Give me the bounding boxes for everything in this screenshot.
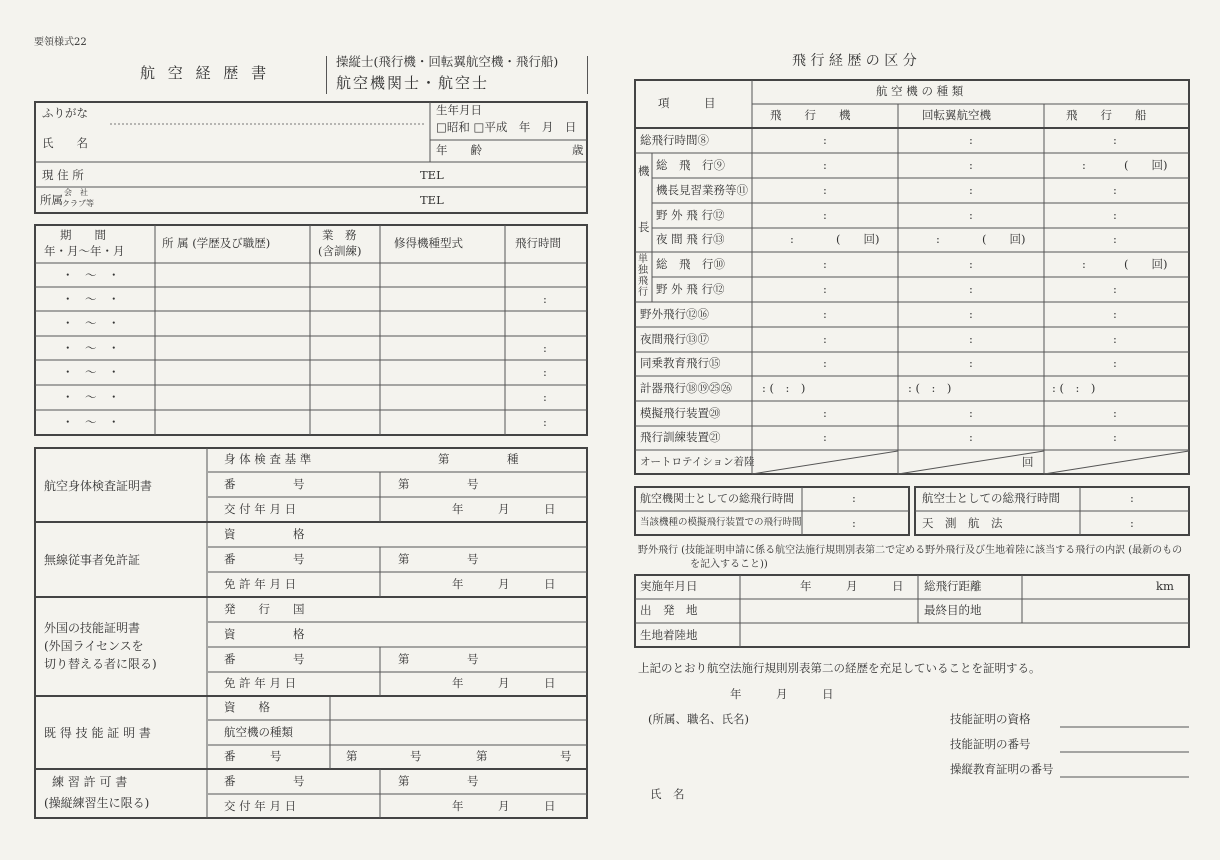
medical-val-1: 第 種 bbox=[438, 452, 519, 466]
xc-km-unit: km bbox=[1156, 579, 1174, 593]
row-solo-xc: 野 外 飛 行⑫ bbox=[656, 282, 725, 296]
existing-num-3: 第 bbox=[476, 749, 488, 763]
cell-colon: : bbox=[790, 232, 794, 246]
age-label: 年 齢 bbox=[436, 143, 482, 157]
cell-colon: : bbox=[1082, 257, 1086, 271]
cell-colon: : bbox=[1113, 282, 1117, 296]
col-plane: 飛 行 機 bbox=[770, 108, 851, 122]
col-affil: 所 属 (学歴及び職歴) bbox=[162, 236, 271, 250]
col-duty-sub: (含訓練) bbox=[318, 244, 362, 258]
practice-val-2: 年 月 日 bbox=[452, 799, 556, 813]
name-label: 氏 名 bbox=[42, 136, 88, 150]
foreign-row-1: 発 行 国 bbox=[224, 602, 305, 616]
row-pic-night: 夜 間 飛 行⑬ bbox=[656, 232, 725, 246]
cell-colon: : bbox=[1113, 406, 1117, 420]
row-xc: 野外飛行⑫⑯ bbox=[640, 307, 709, 321]
history-row: ・ ～ ・ bbox=[62, 316, 120, 330]
group-solo: 単独飛行 bbox=[638, 254, 648, 298]
existing-cert-label: 既 得 技 能 証 明 書 bbox=[44, 726, 151, 740]
time-colon: : bbox=[543, 365, 547, 379]
cell-colon: : bbox=[1113, 133, 1117, 147]
row-pic-xc: 野 外 飛 行⑫ bbox=[656, 208, 725, 222]
affiliation-label: 所属 bbox=[40, 193, 63, 207]
form-number: 要領様式22 bbox=[34, 37, 87, 48]
medical-row-1: 身 体 検 査 基 準 bbox=[224, 452, 312, 466]
existing-row-2: 航空機の種類 bbox=[224, 725, 293, 739]
foreign-val-3: 第 号 bbox=[398, 652, 479, 666]
cell-colon: : bbox=[823, 332, 827, 346]
cell-colon: : bbox=[1113, 232, 1117, 246]
group-pic-1: 機 bbox=[638, 164, 650, 178]
cell-colon: : bbox=[823, 183, 827, 197]
col-ship: 飛 行 船 bbox=[1066, 108, 1147, 122]
cell-kai: ( 回) bbox=[1124, 257, 1168, 271]
xc-note-line2: を記入すること)) bbox=[690, 559, 768, 570]
row-sim: 模擬飛行装置⑳ bbox=[640, 406, 721, 420]
cell-colon: : bbox=[969, 133, 973, 147]
cell-colon: : bbox=[969, 183, 973, 197]
history-row: ・ ～ ・ bbox=[62, 268, 120, 282]
left-title: 航 空 経 歴 書 bbox=[140, 64, 271, 82]
cert-date: 年 月 日 bbox=[730, 687, 834, 701]
cell-colon: : bbox=[823, 406, 827, 420]
row-autorotation: オートロテイション着陸 bbox=[640, 456, 755, 468]
row-night: 夜間飛行⑬⑰ bbox=[640, 332, 709, 346]
cell-colon: : bbox=[936, 232, 940, 246]
time-colon: : bbox=[543, 415, 547, 429]
medical-row-2: 番 号 bbox=[224, 477, 305, 491]
cert-org-label: (所属、職名、氏名) bbox=[648, 712, 749, 726]
eng-sim-label: 当該機種の模擬飛行装置での飛行時間 bbox=[640, 517, 802, 528]
xc-date-label: 実施年月日 bbox=[640, 579, 698, 593]
medical-val-2: 第 号 bbox=[398, 477, 479, 491]
cell-colon: : bbox=[1082, 158, 1086, 172]
right-title: 飛 行 経 歴 の 区 分 bbox=[792, 53, 917, 69]
nav-celestial-label: 天 測 航 法 bbox=[922, 516, 1003, 530]
affiliation-sub1: 会 社 bbox=[64, 188, 88, 197]
radio-row-2: 番 号 bbox=[224, 552, 305, 566]
cell-colon: : bbox=[823, 257, 827, 271]
medical-row-3: 交 付 年 月 日 bbox=[224, 502, 297, 516]
col-type: 修得機種型式 bbox=[394, 236, 463, 250]
row-pic-trainee: 機長見習業務等⑪ bbox=[656, 183, 748, 197]
radio-license-label: 無線従事者免許証 bbox=[44, 553, 141, 567]
cell-colon: : bbox=[823, 282, 827, 296]
existing-row-3: 番 号 bbox=[224, 749, 282, 763]
radio-val-2: 第 号 bbox=[398, 552, 479, 566]
foreign-val-4: 年 月 日 bbox=[452, 676, 556, 690]
radio-val-3: 年 月 日 bbox=[452, 577, 556, 591]
cell-colon: : bbox=[1113, 430, 1117, 444]
title-sub2: 航空機関士・航空士 bbox=[336, 74, 490, 92]
nav-total-label: 航空士としての総飛行時間 bbox=[922, 491, 1060, 505]
xc-distance-label: 総飛行距離 bbox=[924, 579, 982, 593]
instr-heli-cell: : ( : ) bbox=[908, 381, 952, 395]
cell-colon: : bbox=[823, 430, 827, 444]
cell-colon: : bbox=[1113, 307, 1117, 321]
foreign-row-3: 番 号 bbox=[224, 652, 305, 666]
time-colon: : bbox=[543, 292, 547, 306]
instr-plane-cell: : ( : ) bbox=[762, 381, 806, 395]
group-pic-2: 長 bbox=[638, 220, 650, 234]
xc-landing-label: 生地着陸地 bbox=[640, 628, 698, 642]
cell-colon: : bbox=[1113, 356, 1117, 370]
cell-colon: : bbox=[1113, 208, 1117, 222]
cell-colon: : bbox=[1113, 332, 1117, 346]
foreign-cert-label: 外国の技能証明書 bbox=[44, 621, 141, 635]
cell-colon: : bbox=[969, 158, 973, 172]
cell-colon: : bbox=[823, 208, 827, 222]
practice-row-2: 交 付 年 月 日 bbox=[224, 799, 297, 813]
history-row: ・ ～ ・ bbox=[62, 292, 120, 306]
cell-colon: : bbox=[823, 307, 827, 321]
history-row: ・ ～ ・ bbox=[62, 365, 120, 379]
address-label: 現 住 所 bbox=[42, 168, 84, 182]
affiliation-sub2: クラブ等 bbox=[62, 199, 94, 208]
cert-num-label: 技能証明の番号 bbox=[950, 737, 1031, 751]
row-total-time: 総飛行時間⑧ bbox=[640, 133, 709, 147]
row-pic-total: 総 飛 行⑨ bbox=[656, 158, 725, 172]
eng-sim-colon: : bbox=[852, 516, 856, 530]
cell-colon: : bbox=[969, 332, 973, 346]
medical-cert-label: 航空身体検査証明書 bbox=[44, 479, 153, 493]
cell-colon: : bbox=[969, 356, 973, 370]
tel-label: TEL bbox=[420, 168, 444, 182]
practice-permit-label: 練 習 許 可 書 bbox=[52, 775, 128, 789]
cell-colon: : bbox=[969, 406, 973, 420]
col-period-sub: 年・月～年・月 bbox=[44, 244, 125, 258]
radio-row-3: 免 許 年 月 日 bbox=[224, 577, 297, 591]
cell-colon: : bbox=[1113, 183, 1117, 197]
foreign-cert-sub2: 切り替える者に限る) bbox=[44, 657, 157, 671]
cell-colon: : bbox=[969, 430, 973, 444]
xc-dest-label: 最終目的地 bbox=[924, 603, 982, 617]
nav-celestial-colon: : bbox=[1130, 516, 1134, 530]
practice-row-1: 番 号 bbox=[224, 774, 305, 788]
col-item: 項 目 bbox=[658, 96, 716, 110]
row-solo-total: 総 飛 行⑩ bbox=[656, 257, 725, 271]
existing-num-1: 第 bbox=[346, 749, 358, 763]
foreign-row-2: 資 格 bbox=[224, 627, 305, 641]
history-row: ・ ～ ・ bbox=[62, 341, 120, 355]
tel2-label: TEL bbox=[420, 193, 444, 207]
row-ftd: 飛行訓練装置㉑ bbox=[640, 430, 721, 444]
col-duty: 業 務 bbox=[322, 228, 357, 242]
era-field[interactable]: □昭和 □平成 年 月 日 bbox=[436, 120, 577, 134]
cell-kai: ( 回) bbox=[836, 232, 880, 246]
xc-note-line1: 野外飛行 (技能証明申請に係る航空法施行規則別表第二で定める野外飛行及び生地着陸に該当する飛行の内訳 (最新のもの bbox=[638, 545, 1183, 556]
xc-depart-label: 出 発 地 bbox=[640, 603, 698, 617]
xc-date-value: 年 月 日 bbox=[800, 579, 904, 593]
existing-row-1: 資 格 bbox=[224, 700, 270, 714]
cert-qual-label: 技能証明の資格 bbox=[950, 712, 1031, 726]
row-instrument: 計器飛行⑱⑲㉕㉖ bbox=[640, 381, 732, 395]
cell-colon: : bbox=[823, 158, 827, 172]
radio-row-1: 資 格 bbox=[224, 527, 305, 541]
time-colon: : bbox=[543, 341, 547, 355]
cell-colon: : bbox=[969, 208, 973, 222]
existing-num-2: 号 bbox=[410, 749, 422, 763]
col-kind: 航 空 機 の 種 類 bbox=[876, 84, 964, 98]
row-dual: 同乗教育飛行⑮ bbox=[640, 356, 721, 370]
medical-val-3: 年 月 日 bbox=[452, 502, 556, 516]
practice-val-1: 第 号 bbox=[398, 774, 479, 788]
cell-kai: ( 回) bbox=[1124, 158, 1168, 172]
foreign-row-4: 免 許 年 月 日 bbox=[224, 676, 297, 690]
nav-total-colon: : bbox=[1130, 491, 1134, 505]
cell-kai: ( 回) bbox=[982, 232, 1026, 246]
birth-label: 生年月日 bbox=[436, 103, 482, 117]
eng-total-colon: : bbox=[852, 491, 856, 505]
col-heli: 回転翼航空機 bbox=[922, 108, 991, 122]
col-time: 飛行時間 bbox=[515, 236, 561, 250]
time-colon: : bbox=[543, 390, 547, 404]
furigana-label: ふりがな bbox=[42, 106, 88, 120]
col-period: 期 間 bbox=[60, 228, 106, 242]
title-sub1: 操縦士(飛行機・回転翼航空機・飛行船) bbox=[336, 54, 559, 69]
cell-colon: : bbox=[823, 133, 827, 147]
instr-ship-cell: : ( : ) bbox=[1052, 381, 1096, 395]
cell-colon: : bbox=[969, 307, 973, 321]
cert-statement: 上記のとおり航空法施行規則別表第二の経歴を充足していることを証明する。 bbox=[638, 661, 1041, 675]
cell-colon: : bbox=[969, 257, 973, 271]
foreign-cert-sub1: (外国ライセンスを bbox=[44, 639, 144, 653]
eng-total-label: 航空機関士としての総飛行時間 bbox=[640, 492, 794, 505]
history-row: ・ ～ ・ bbox=[62, 390, 120, 404]
age-unit: 歳 bbox=[572, 143, 584, 157]
autorotation-kai: 回 bbox=[1022, 455, 1034, 469]
cell-colon: : bbox=[969, 282, 973, 296]
cell-colon: : bbox=[823, 356, 827, 370]
practice-permit-sub: (操縦練習生に限る) bbox=[44, 796, 150, 810]
cert-instr-label: 操縦教育証明の番号 bbox=[950, 762, 1054, 776]
cert-name-label: 氏 名 bbox=[650, 787, 685, 801]
existing-num-4: 号 bbox=[560, 749, 572, 763]
history-row: ・ ～ ・ bbox=[62, 415, 120, 429]
